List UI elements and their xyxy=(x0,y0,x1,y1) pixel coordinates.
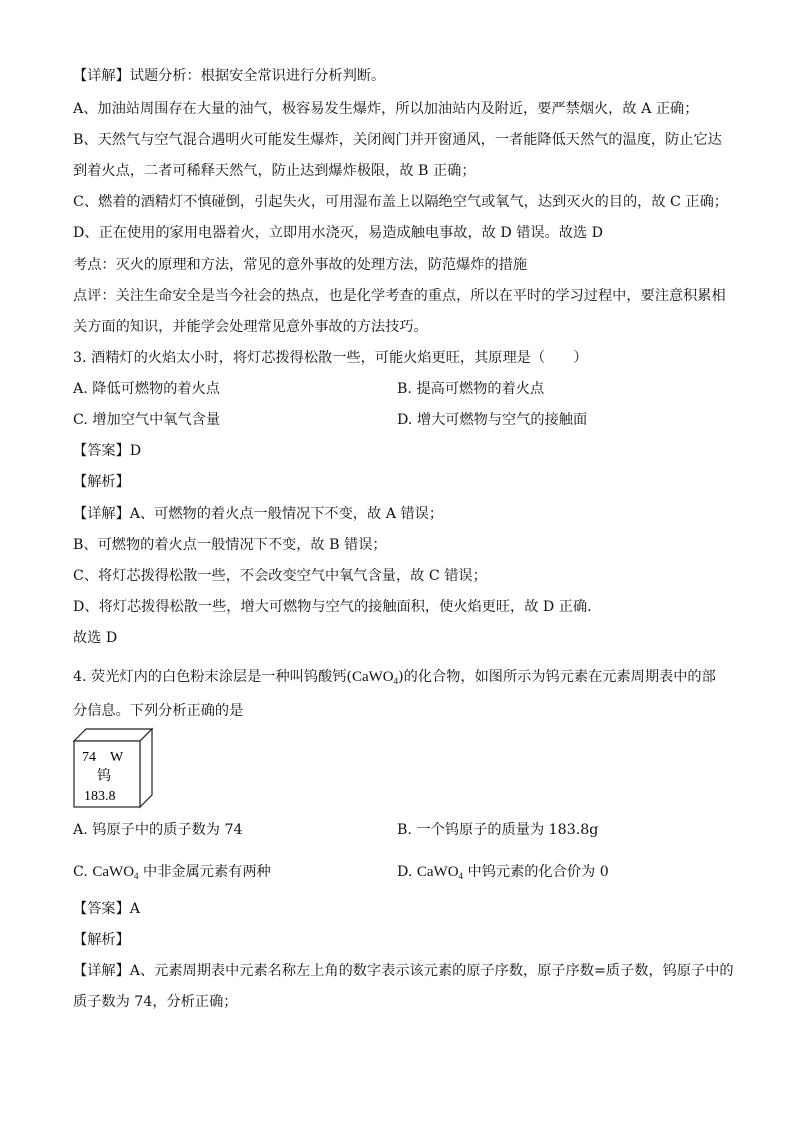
q2-detail-a: A、加油站周围存在大量的油气，极容易发生爆炸，所以加油站内及附近，要严禁烟火，故 A 正确； xyxy=(73,101,699,117)
q3-stem: 3. 酒精灯的火焰太小时，将灯芯拨得松散一些，可能火焰更旺，其原理是（ ） xyxy=(73,350,588,366)
q2-detail-c: C、燃着的酒精灯不慎碰倒，引起失火，可用湿布盖上以隔绝空气或氧气，达到灭火的目的，故 C 正确； xyxy=(73,194,728,210)
q4-stem-pre: 4. 荧光灯内的白色粉末涂层是一种叫钨酸钙( xyxy=(73,669,352,685)
q4-detail-line1: 【详解】A、元素周期表中元素名称左上角的数字表示该元素的原子序数，原子序数=质子数，钨原子中的 xyxy=(73,963,734,979)
q2-kaodian: 考点：灭火的原理和方法，常见的意外事故的处理方法，防范爆炸的措施 xyxy=(73,257,528,273)
q4-detail-line2: 质子数为 74，分析正确； xyxy=(73,994,238,1010)
tile-side-face xyxy=(140,729,152,807)
element-atomic-number: 74 xyxy=(82,750,96,765)
q4-option-a: A. 钨原子中的质子数为 74 xyxy=(73,822,243,838)
q4-stem-line2: 分信息。下列分析正确的是 xyxy=(73,703,244,719)
q3-option-b: B. 提高可燃物的着火点 xyxy=(397,381,545,397)
q3-option-d: D. 增大可燃物与空气的接触面 xyxy=(397,412,588,428)
q3-detail-d: D、将灯芯拨得松散一些，增大可燃物与空气的接触面积，使火焰更旺，故 D 正确. xyxy=(73,599,592,615)
q4-option-c: C. CaWO$_4$ 中非金属元素有两种 xyxy=(73,864,271,881)
element-tile-diagram xyxy=(70,725,160,811)
tile-top-face xyxy=(74,729,152,741)
element-name: 钨 xyxy=(97,768,111,784)
element-symbol: W xyxy=(110,750,124,765)
element-atomic-mass: 183.8 xyxy=(84,789,116,804)
q2-dianping-line1: 点评：关注生命安全是当今社会的热点，也是化学考查的重点，所以在平时的学习过程中，要注意积累相 xyxy=(73,288,726,304)
q3-analysis-label: 【解析】 xyxy=(73,474,130,490)
q4-option-b: B. 一个钨原子的质量为 183.8g xyxy=(397,822,599,838)
q3-option-a: A. 降低可燃物的着火点 xyxy=(73,381,220,397)
q3-detail-a: 【详解】A、可燃物的着火点一般情况下不变，故 A 错误； xyxy=(73,506,444,522)
q4-stem-line1 xyxy=(73,667,716,691)
q2-detail-b-line1: B、天然气与空气混合遇明火可能发生爆炸，关闭阀门并开窗通风，一者能降低天然气的温度，防止它达 xyxy=(73,132,722,148)
q4-option-d: D. CaWO$_4$ 中钨元素的化合价为 0 xyxy=(397,864,609,881)
q2-dianping-line2: 关方面的知识，并能学会处理常见意外事故的方法技巧。 xyxy=(73,319,428,335)
q4-answer: 【答案】A xyxy=(73,901,140,917)
q4-formula: CaWO$_4$ xyxy=(351,669,399,686)
q2-detail-b-line2: 到着火点，二者可稀释天然气，防止达到爆炸极限，故 B 正确； xyxy=(73,163,476,179)
q3-detail-c: C、将灯芯拨得松散一些，不会改变空气中氧气含量，故 C 错误； xyxy=(73,568,487,584)
q4-option-c-formula: CaWO$_4$ xyxy=(92,864,139,881)
q4-option-d-formula: CaWO$_4$ xyxy=(416,864,464,881)
q3-conclusion: 故选 D xyxy=(73,630,118,646)
q2-detail-d: D、正在使用的家用电器着火，立即用水浇灭，易造成触电事故，故 D 错误。故选 D xyxy=(73,225,604,241)
q4-analysis-label: 【解析】 xyxy=(73,932,130,948)
q3-detail-b: B、可燃物的着火点一般情况下不变，故 B 错误； xyxy=(73,537,387,553)
q4-stem-post: )的化合物，如图所示为钨元素在元素周期表中的部 xyxy=(398,669,716,685)
q3-option-c: C. 增加空气中氧气含量 xyxy=(73,412,221,428)
q2-detail-intro: 【详解】试题分析：根据安全常识进行分析判断。 xyxy=(73,68,386,84)
q3-answer: 【答案】D xyxy=(73,443,142,459)
